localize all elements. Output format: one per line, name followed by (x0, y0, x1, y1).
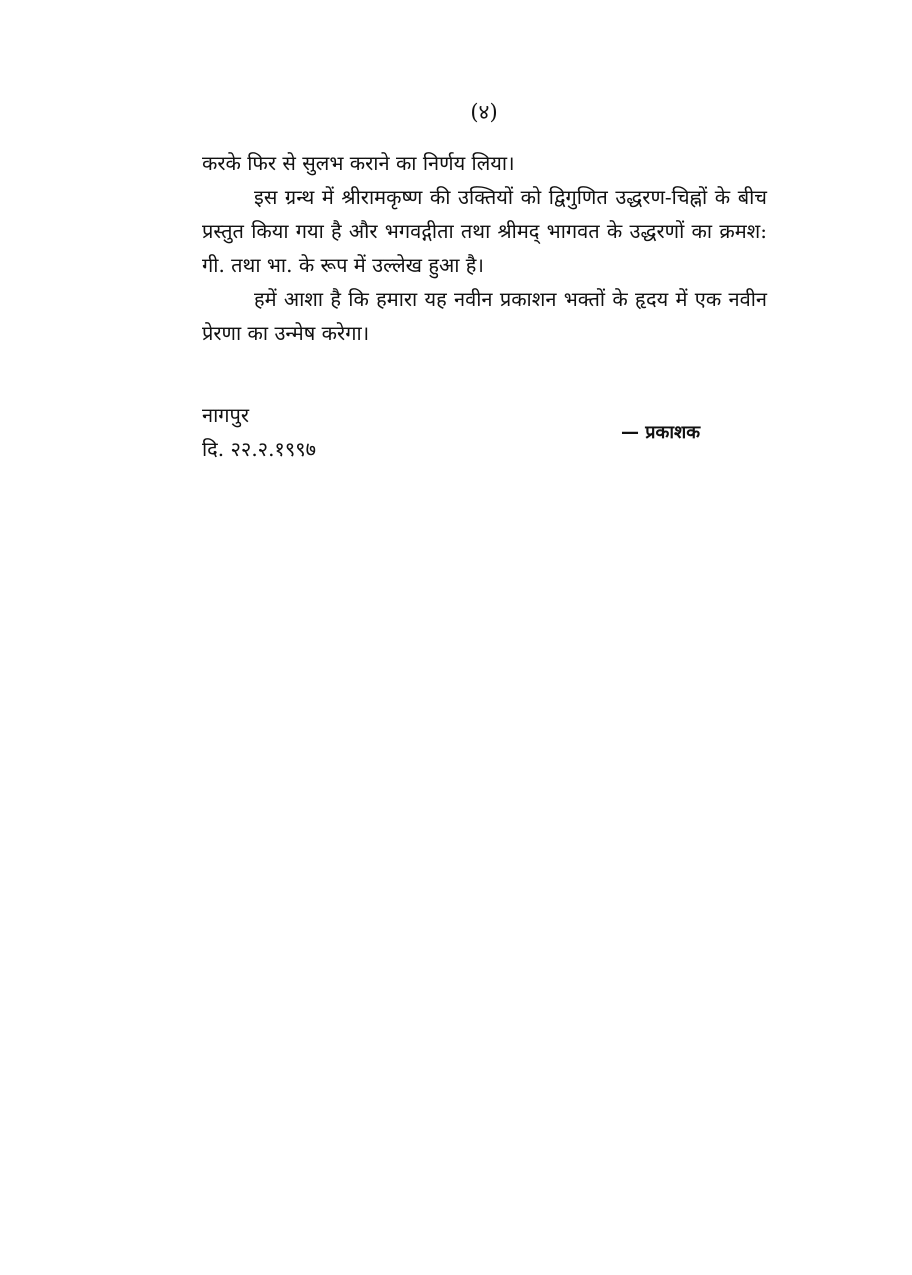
body-text (202, 146, 767, 350)
paragraph-quotation-note: इस ग्रन्थ में श्रीरामकृष्ण की उक्तियों को द्विगुणित उद्धरण-चिह्नों के बीच प्रस्तुत किया गया है और भगवद्गीता तथा श्रीमद् भागवत के उद्धरणों का क्रमश: गी. तथा भा. के रूप में उल्लेख हुआ है। (202, 185, 767, 277)
place-name: नागपुर (202, 403, 250, 427)
publisher-signature: — प्रकाशक (621, 422, 701, 443)
paragraph-hope: हमें आशा है कि हमारा यह नवीन प्रकाशन भक्तों के हृदय में एक नवीन प्रेरणा का उन्मेष करेगा। (202, 287, 767, 345)
page-number: (४) (470, 100, 498, 124)
date-line: दि. २२.२.१९९७ (202, 437, 317, 461)
paragraph-continuation: करके फिर से सुलभ कराने का निर्णय लिया। (202, 151, 515, 175)
